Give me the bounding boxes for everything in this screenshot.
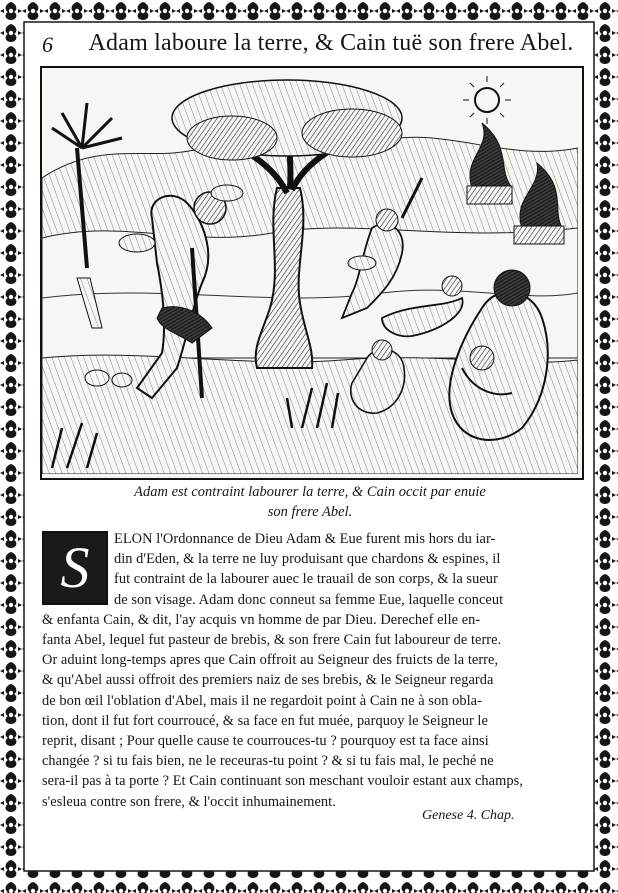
text-line: tion, dont il fut fort courroucé, & sa face en fut muée, parquoy le Seigneur le [42, 712, 488, 729]
page-number: 6 [42, 32, 53, 57]
text-line: Or aduint long-temps apres que Cain offroit au Seigneur des fruicts de la terre, [42, 652, 499, 669]
page-title: Adam laboure la terre, & Cain tuë son frere Abel. [88, 30, 574, 56]
scripture-reference: Genese 4. Chap. [422, 808, 515, 823]
text-line: s'esleua contre son frere, & l'occit inhumainement. [42, 793, 336, 810]
page-content [30, 24, 588, 869]
caption-line: Adam est contraint labourer la terre, & Cain occit par enuie [134, 484, 486, 500]
text-line: ELON l'Ordonnance de Dieu Adam & Eue furent mis hors du iar- [114, 531, 496, 547]
text-line: changée ? si tu fais bien, ne le receuras-tu point ? & si tu fais mal, le peché ne [42, 753, 494, 770]
text-line: reprit, disant ; Pour quelle cause te courrouces-tu ? pourquoy est ta face ainsi [42, 733, 489, 750]
text-line: fanta Abel, lequel fut pasteur de brebis, & son frere Cain fut laboureur de terre. [42, 632, 502, 649]
text-line: sera-il pas à ta porte ? Et Cain continuant son meschant vouloir estant aux champs, [42, 773, 523, 790]
page-header [42, 30, 582, 64]
text-line: de son visage. Adam donc conneut sa femme Eue, laquelle conceut [114, 591, 504, 608]
text-line: & qu'Abel aussi offroit des premiers naiz de ses brebis, & le Seigneur regarda [42, 672, 494, 689]
text-line: din d'Eden, & la terre ne luy produisant que chardons & espines, il [114, 551, 501, 568]
text-line: & enfanta Cain, & dit, l'ay acquis vn homme de par Dieu. Derechef elle en- [42, 611, 481, 628]
caption-line: son frere Abel. [267, 504, 353, 521]
illustration-caption [90, 482, 530, 522]
text-line: de bon œil l'oblation d'Abel, mais il ne regardoit point à Cain ne à son obla- [42, 692, 482, 709]
drop-cap-letter: S [60, 535, 90, 600]
text-line: fut contraint de la labourer auec le trauail de son corps, & la sueur [114, 571, 498, 588]
body-text [42, 529, 582, 812]
woodcut-illustration [40, 66, 584, 480]
drop-cap-ornament [42, 531, 108, 605]
